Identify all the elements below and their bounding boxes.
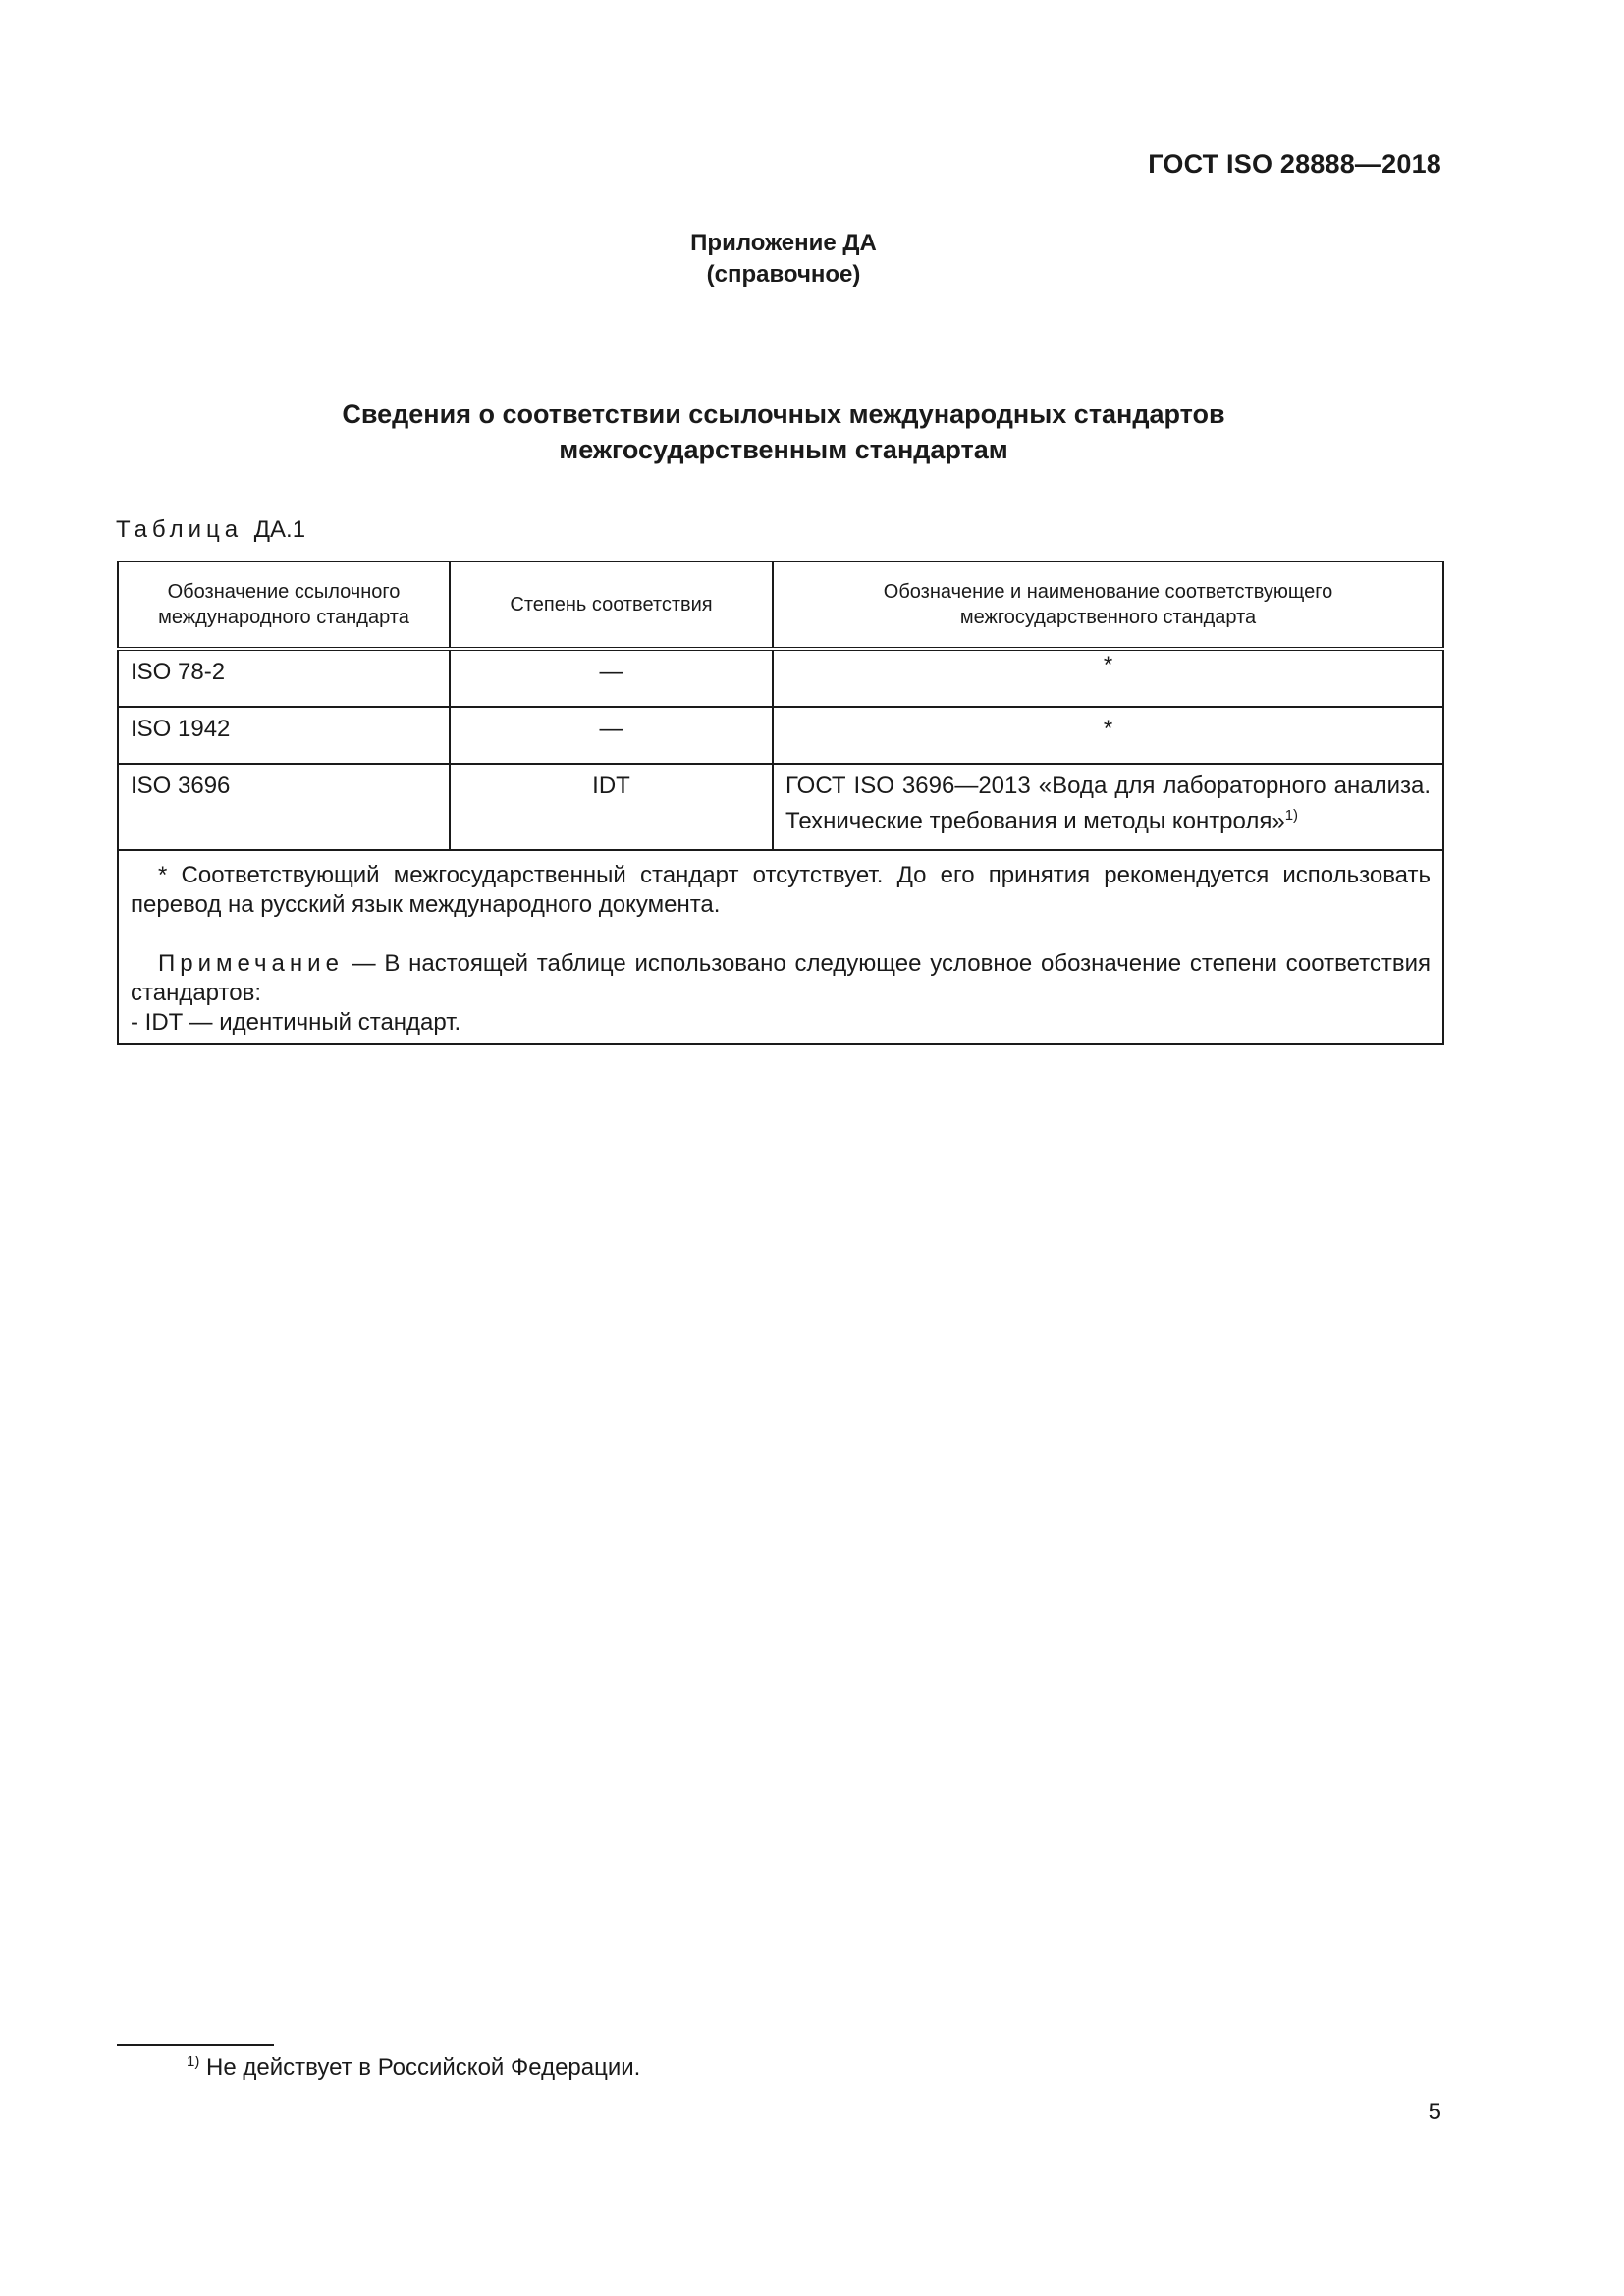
table-caption-number: ДА.1 bbox=[253, 516, 306, 543]
table-caption-label: Таблица bbox=[116, 516, 244, 543]
table-caption bbox=[116, 516, 305, 544]
cell-national-standard: * bbox=[773, 649, 1443, 707]
cell-degree: — bbox=[450, 649, 773, 707]
cell-degree: IDT bbox=[450, 764, 773, 850]
footnote bbox=[187, 2054, 640, 2082]
cell-reference-standard: ISO 3696 bbox=[118, 764, 450, 850]
cell-national-standard: * bbox=[773, 707, 1443, 764]
asterisk-note: * Соответствующий межгосударственный стандарт отсутствует. До его принятия рекомендуется использовать перевод на русский язык международного документа. bbox=[131, 862, 1431, 918]
document-code: ГОСТ ISO 28888—2018 bbox=[1148, 149, 1441, 179]
correspondence-table bbox=[117, 561, 1444, 1045]
column-header-degree: Степень соответствия bbox=[450, 561, 773, 649]
footnote-mark: 1) bbox=[187, 2054, 200, 2070]
appendix-heading bbox=[0, 228, 1567, 291]
table-row bbox=[118, 649, 1443, 707]
national-standard-text: ГОСТ ISO 3696—2013 «Вода для лабораторного анализа. Технические требования и методы контроля» bbox=[785, 773, 1431, 834]
table-row bbox=[118, 707, 1443, 764]
table-note bbox=[131, 949, 1431, 1008]
footnote-text: Не действует в Российской Федерации. bbox=[199, 2055, 641, 2081]
footnote-reference-mark: 1) bbox=[1284, 807, 1299, 824]
cell-national-standard bbox=[773, 764, 1443, 850]
cell-reference-standard: ISO 78-2 bbox=[118, 649, 450, 707]
table-header-row bbox=[118, 561, 1443, 649]
column-header-reference-standard: Обозначение ссылочного международного стандарта bbox=[118, 561, 450, 649]
page-number: 5 bbox=[1428, 2099, 1441, 2125]
note-label: Примечание bbox=[158, 950, 344, 977]
section-title-line-1: Сведения о соответствии ссылочных международных стандартов bbox=[342, 400, 1225, 429]
section-title-line-2: межгосударственным стандартам bbox=[559, 435, 1008, 464]
column-header-national-standard: Обозначение и наименование соответствующего межгосударственного стандарта bbox=[773, 561, 1443, 649]
note-item: - IDT — идентичный стандарт. bbox=[131, 1009, 461, 1036]
table-row bbox=[118, 764, 1443, 850]
section-title bbox=[0, 397, 1567, 467]
cell-degree: — bbox=[450, 707, 773, 764]
table-notes-row bbox=[118, 850, 1443, 1044]
cell-reference-standard: ISO 1942 bbox=[118, 707, 450, 764]
appendix-title: Приложение ДА bbox=[690, 230, 877, 256]
table-notes-cell bbox=[118, 850, 1443, 1044]
footnote-divider bbox=[117, 2044, 274, 2046]
appendix-subtitle: (справочное) bbox=[706, 261, 861, 288]
note-text: — В настоящей таблице использовано следующее условное обозначение степени соответствия стандартов: bbox=[131, 950, 1431, 1006]
